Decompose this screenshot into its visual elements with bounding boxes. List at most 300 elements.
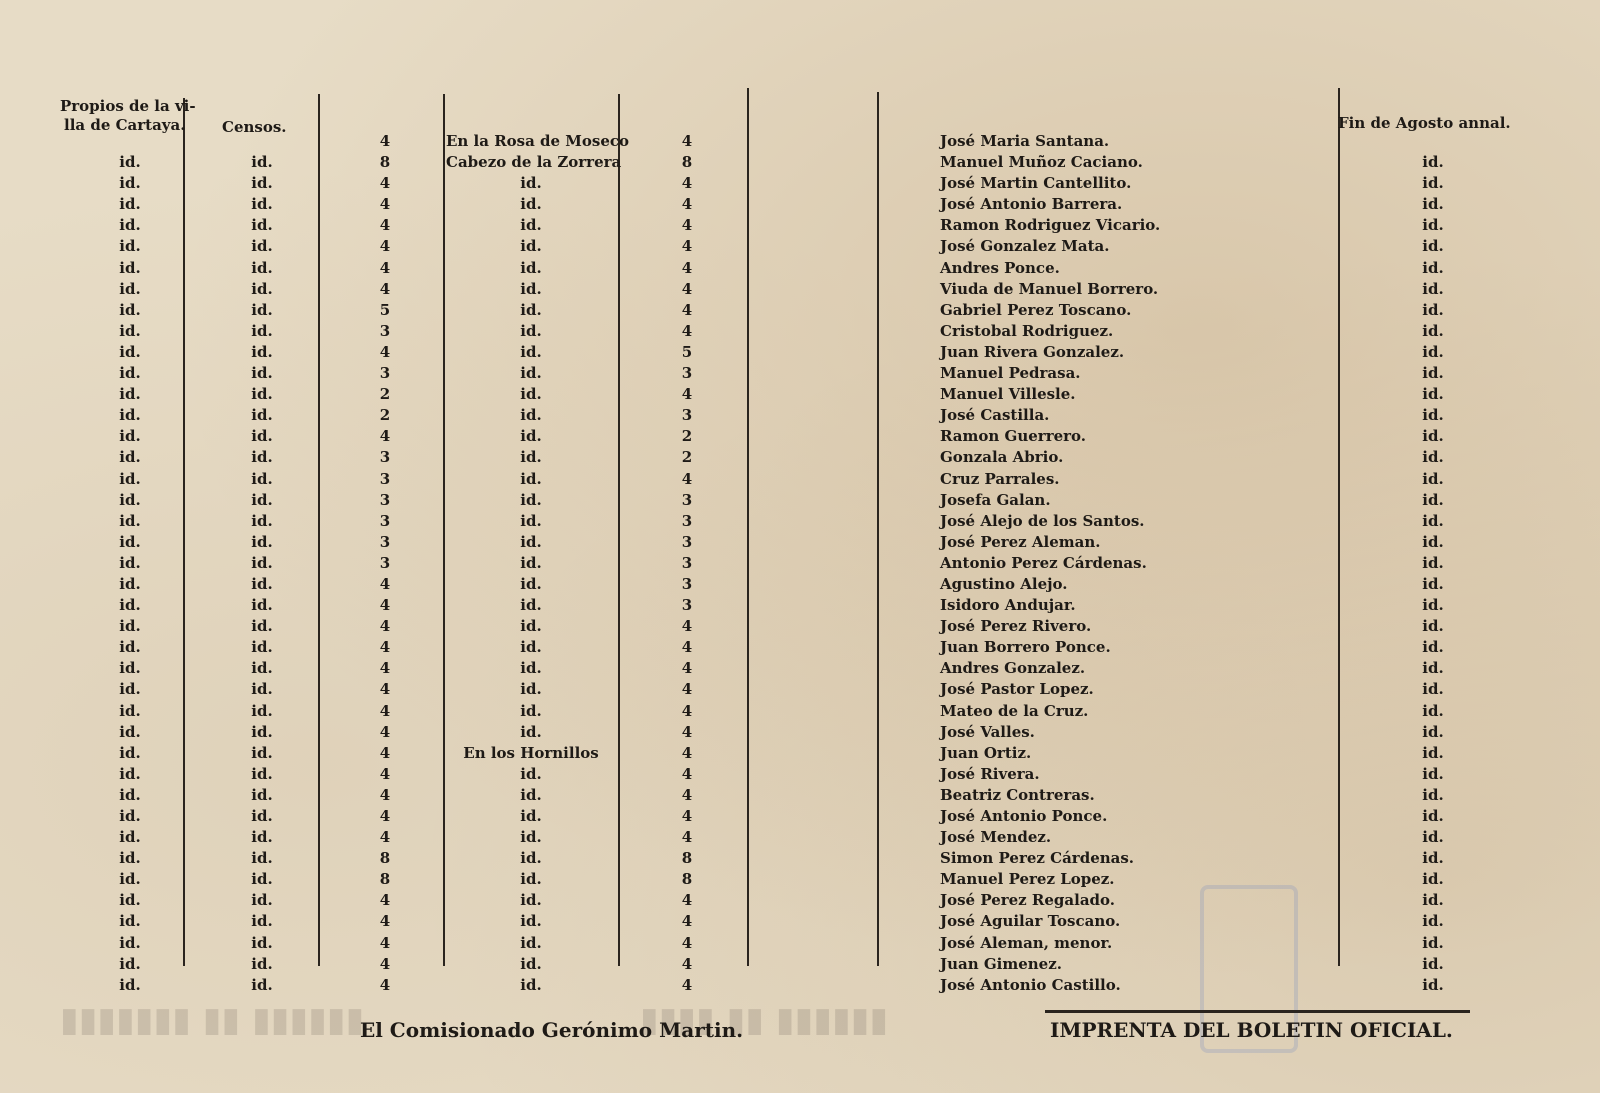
row-renta: 3 <box>681 532 693 551</box>
row-cantidad: 4 <box>379 638 391 657</box>
row-cantidad: 4 <box>379 132 391 150</box>
row-propios: id. <box>119 596 141 615</box>
row-renta: 4 <box>681 195 693 214</box>
row-cantidad: 4 <box>379 722 391 741</box>
row-censos: id. <box>251 659 273 678</box>
row-renta: 2 <box>681 448 693 467</box>
table-row <box>0 976 1600 997</box>
row-colono: José Rivera. <box>940 764 1040 783</box>
row-censos: id. <box>251 153 273 172</box>
row-propios: id. <box>119 490 141 509</box>
row-renta: 5 <box>681 342 693 361</box>
row-censos: id. <box>251 596 273 615</box>
row-censos: id. <box>251 807 273 825</box>
row-situacion: id. <box>520 933 542 952</box>
row-colono: José Valles. <box>940 722 1035 741</box>
table-row <box>0 512 1600 533</box>
row-censos: id. <box>251 574 273 593</box>
row-cantidad: 4 <box>379 828 391 847</box>
row-propios: id. <box>119 427 141 446</box>
row-censos: id. <box>251 174 273 193</box>
row-cantidad: 4 <box>379 743 391 762</box>
row-renta: 3 <box>681 596 693 615</box>
row-censos: id. <box>251 300 273 319</box>
row-situacion: id. <box>520 659 542 678</box>
row-cantidad: 2 <box>379 385 391 404</box>
row-censos: id. <box>251 448 273 467</box>
row-propios: id. <box>119 617 141 636</box>
row-cantidad: 3 <box>379 490 391 509</box>
row-vencimiento: id. <box>1422 975 1444 994</box>
row-colono: José Perez Aleman. <box>940 532 1101 551</box>
row-vencimiento: id. <box>1422 659 1444 678</box>
row-vencimiento: id. <box>1422 195 1444 214</box>
row-colono: José Mendez. <box>940 828 1052 847</box>
bleed-through-decoration: ▮▮▮▮ ▮▮ ▮▮▮▮▮▮ <box>640 1000 889 1040</box>
row-colono: Juan Rivera Gonzalez. <box>940 342 1125 361</box>
row-vencimiento: id. <box>1422 385 1444 404</box>
table-row <box>0 638 1600 659</box>
row-censos: id. <box>251 828 273 847</box>
row-vencimiento: id. <box>1422 406 1444 425</box>
row-situacion: id. <box>520 406 542 425</box>
table-row <box>0 132 1600 153</box>
row-situacion: id. <box>520 807 542 825</box>
row-cantidad: 4 <box>379 258 391 277</box>
row-vencimiento: id. <box>1422 828 1444 847</box>
row-censos: id. <box>251 342 273 361</box>
row-renta: 2 <box>681 427 693 446</box>
row-cantidad: 4 <box>379 596 391 615</box>
header-propios-line1: Propios de la vi- <box>60 97 196 115</box>
row-censos: id. <box>251 870 273 889</box>
row-situacion: id. <box>520 764 542 783</box>
row-vencimiento: id. <box>1422 258 1444 277</box>
row-propios: id. <box>119 933 141 952</box>
row-cantidad: 4 <box>379 342 391 361</box>
row-censos: id. <box>251 722 273 741</box>
row-situacion: id. <box>520 321 542 340</box>
footer-rule <box>1045 1010 1470 1013</box>
row-colono: Juan Gimenez. <box>940 954 1062 973</box>
row-censos: id. <box>251 954 273 973</box>
row-vencimiento: id. <box>1422 701 1444 720</box>
row-situacion: Cabezo de la Zorrera <box>446 153 622 172</box>
row-cantidad: 4 <box>379 195 391 214</box>
row-renta: 4 <box>681 174 693 193</box>
row-situacion: id. <box>520 427 542 446</box>
row-cantidad: 4 <box>379 933 391 952</box>
table-row <box>0 195 1600 216</box>
row-colono: Agustino Alejo. <box>940 574 1068 593</box>
table-row <box>0 807 1600 828</box>
row-colono: José Castilla. <box>940 406 1050 425</box>
row-vencimiento: id. <box>1422 153 1444 172</box>
row-censos: id. <box>251 849 273 868</box>
row-situacion: id. <box>520 701 542 720</box>
row-cantidad: 4 <box>379 237 391 256</box>
row-propios: id. <box>119 828 141 847</box>
row-censos: id. <box>251 216 273 235</box>
header-propios-line2: lla de Cartaya. <box>64 116 186 134</box>
header-propios <box>60 97 196 135</box>
row-vencimiento: id. <box>1422 722 1444 741</box>
header-fin: Fin de Agosto annal. <box>1338 114 1511 132</box>
row-propios: id. <box>119 807 141 825</box>
row-censos: id. <box>251 385 273 404</box>
row-cantidad: 4 <box>379 680 391 699</box>
row-propios: id. <box>119 153 141 172</box>
row-censos: id. <box>251 553 273 572</box>
row-propios: id. <box>119 912 141 931</box>
ledger-rows <box>0 132 1600 997</box>
row-censos: id. <box>251 195 273 214</box>
row-situacion: id. <box>520 912 542 931</box>
row-colono: Juan Borrero Ponce. <box>940 638 1111 657</box>
row-colono: Ramon Rodriguez Vicario. <box>940 216 1161 235</box>
table-row <box>0 448 1600 469</box>
row-propios: id. <box>119 300 141 319</box>
row-situacion: id. <box>520 638 542 657</box>
row-propios: id. <box>119 321 141 340</box>
row-colono: José Gonzalez Mata. <box>940 237 1110 256</box>
row-propios: id. <box>119 849 141 868</box>
row-situacion: id. <box>520 975 542 994</box>
row-colono: José Maria Santana. <box>940 132 1110 150</box>
row-renta: 8 <box>681 849 693 868</box>
table-row <box>0 786 1600 807</box>
row-renta: 4 <box>681 659 693 678</box>
row-situacion: id. <box>520 680 542 699</box>
row-colono: José Antonio Ponce. <box>940 807 1108 825</box>
row-vencimiento: id. <box>1422 300 1444 319</box>
row-cantidad: 3 <box>379 511 391 530</box>
table-row <box>0 427 1600 448</box>
table-row <box>0 659 1600 680</box>
row-cantidad: 2 <box>379 406 391 425</box>
row-cantidad: 3 <box>379 364 391 383</box>
row-renta: 4 <box>681 216 693 235</box>
row-vencimiento: id. <box>1422 364 1444 383</box>
row-renta: 4 <box>681 321 693 340</box>
row-renta: 4 <box>681 617 693 636</box>
row-censos: id. <box>251 427 273 446</box>
row-situacion: id. <box>520 237 542 256</box>
row-vencimiento: id. <box>1422 680 1444 699</box>
row-cantidad: 4 <box>379 574 391 593</box>
row-censos: id. <box>251 701 273 720</box>
row-situacion: id. <box>520 469 542 488</box>
row-censos: id. <box>251 321 273 340</box>
row-vencimiento: id. <box>1422 427 1444 446</box>
row-vencimiento: id. <box>1422 933 1444 952</box>
row-situacion: id. <box>520 385 542 404</box>
row-censos: id. <box>251 532 273 551</box>
row-renta: 3 <box>681 553 693 572</box>
row-renta: 4 <box>681 785 693 804</box>
row-cantidad: 5 <box>379 300 391 319</box>
row-cantidad: 8 <box>379 870 391 889</box>
table-row <box>0 912 1600 933</box>
row-vencimiento: id. <box>1422 237 1444 256</box>
table-row <box>0 596 1600 617</box>
row-renta: 4 <box>681 954 693 973</box>
row-cantidad: 4 <box>379 427 391 446</box>
row-censos: id. <box>251 638 273 657</box>
row-situacion: En los Hornillos <box>463 743 599 762</box>
row-censos: id. <box>251 511 273 530</box>
row-propios: id. <box>119 195 141 214</box>
row-situacion: id. <box>520 954 542 973</box>
table-row <box>0 343 1600 364</box>
row-renta: 4 <box>681 828 693 847</box>
table-row <box>0 723 1600 744</box>
row-colono: José Pastor Lopez. <box>940 680 1094 699</box>
table-row <box>0 470 1600 491</box>
row-renta: 4 <box>681 933 693 952</box>
row-renta: 4 <box>681 807 693 825</box>
row-situacion: id. <box>520 553 542 572</box>
table-row <box>0 849 1600 870</box>
row-propios: id. <box>119 237 141 256</box>
row-propios: id. <box>119 258 141 277</box>
row-vencimiento: id. <box>1422 279 1444 298</box>
row-colono: Simon Perez Cárdenas. <box>940 849 1135 868</box>
row-renta: 4 <box>681 385 693 404</box>
row-colono: José Aguilar Toscano. <box>940 912 1121 931</box>
row-cantidad: 4 <box>379 617 391 636</box>
row-renta: 4 <box>681 638 693 657</box>
row-situacion: id. <box>520 490 542 509</box>
row-cantidad: 4 <box>379 785 391 804</box>
row-censos: id. <box>251 406 273 425</box>
row-cantidad: 3 <box>379 532 391 551</box>
row-propios: id. <box>119 954 141 973</box>
table-row <box>0 702 1600 723</box>
row-vencimiento: id. <box>1422 511 1444 530</box>
table-row <box>0 870 1600 891</box>
row-propios: id. <box>119 279 141 298</box>
row-colono: Cristobal Rodriguez. <box>940 321 1114 340</box>
row-situacion: id. <box>520 870 542 889</box>
row-renta: 4 <box>681 237 693 256</box>
row-vencimiento: id. <box>1422 532 1444 551</box>
row-situacion: id. <box>520 785 542 804</box>
row-colono: José Antonio Barrera. <box>940 195 1123 214</box>
table-row <box>0 744 1600 765</box>
row-vencimiento: id. <box>1422 617 1444 636</box>
table-row <box>0 385 1600 406</box>
bleed-through-decoration: ▮▮▮▮▮▮▮ ▮▮ ▮▮▮▮▮▮ <box>60 1000 365 1040</box>
row-renta: 4 <box>681 258 693 277</box>
table-row <box>0 153 1600 174</box>
row-vencimiento: id. <box>1422 954 1444 973</box>
row-renta: 4 <box>681 722 693 741</box>
row-propios: id. <box>119 975 141 994</box>
row-propios: id. <box>119 364 141 383</box>
row-renta: 3 <box>681 364 693 383</box>
row-vencimiento: id. <box>1422 743 1444 762</box>
row-propios: id. <box>119 532 141 551</box>
row-colono: José Perez Rivero. <box>940 617 1092 636</box>
row-propios: id. <box>119 174 141 193</box>
row-censos: id. <box>251 469 273 488</box>
table-row <box>0 406 1600 427</box>
row-colono: Isidoro Andujar. <box>940 596 1076 615</box>
row-propios: id. <box>119 722 141 741</box>
row-renta: 4 <box>681 300 693 319</box>
row-vencimiento: id. <box>1422 469 1444 488</box>
table-row <box>0 934 1600 955</box>
table-row <box>0 301 1600 322</box>
row-vencimiento: id. <box>1422 912 1444 931</box>
row-colono: José Aleman, menor. <box>940 933 1113 952</box>
row-censos: id. <box>251 975 273 994</box>
row-vencimiento: id. <box>1422 891 1444 910</box>
row-situacion: id. <box>520 258 542 277</box>
row-censos: id. <box>251 680 273 699</box>
row-cantidad: 3 <box>379 448 391 467</box>
row-renta: 4 <box>681 469 693 488</box>
row-censos: id. <box>251 237 273 256</box>
row-propios: id. <box>119 448 141 467</box>
row-colono: Andres Gonzalez. <box>940 659 1086 678</box>
table-row <box>0 680 1600 701</box>
row-colono: Beatriz Contreras. <box>940 785 1095 804</box>
row-situacion: En la Rosa de Moseco <box>446 132 630 150</box>
row-cantidad: 3 <box>379 469 391 488</box>
row-vencimiento: id. <box>1422 448 1444 467</box>
table-row <box>0 174 1600 195</box>
row-propios: id. <box>119 469 141 488</box>
row-situacion: id. <box>520 216 542 235</box>
row-situacion: id. <box>520 511 542 530</box>
row-colono: José Perez Regalado. <box>940 891 1116 910</box>
row-censos: id. <box>251 617 273 636</box>
row-colono: Juan Ortiz. <box>940 743 1032 762</box>
row-vencimiento: id. <box>1422 342 1444 361</box>
table-row <box>0 322 1600 343</box>
row-propios: id. <box>119 701 141 720</box>
table-row <box>0 554 1600 575</box>
row-situacion: id. <box>520 342 542 361</box>
row-vencimiento: id. <box>1422 638 1444 657</box>
table-row <box>0 828 1600 849</box>
row-situacion: id. <box>520 596 542 615</box>
row-renta: 3 <box>681 511 693 530</box>
row-vencimiento: id. <box>1422 870 1444 889</box>
row-vencimiento: id. <box>1422 574 1444 593</box>
row-propios: id. <box>119 680 141 699</box>
row-situacion: id. <box>520 279 542 298</box>
row-propios: id. <box>119 342 141 361</box>
row-colono: Cruz Parrales. <box>940 469 1060 488</box>
row-renta: 4 <box>681 279 693 298</box>
row-renta: 4 <box>681 132 693 150</box>
row-censos: id. <box>251 933 273 952</box>
row-propios: id. <box>119 785 141 804</box>
row-cantidad: 4 <box>379 216 391 235</box>
table-row <box>0 491 1600 512</box>
row-propios: id. <box>119 216 141 235</box>
row-cantidad: 8 <box>379 849 391 868</box>
row-propios: id. <box>119 870 141 889</box>
row-situacion: id. <box>520 364 542 383</box>
table-row <box>0 259 1600 280</box>
row-situacion: id. <box>520 195 542 214</box>
row-propios: id. <box>119 553 141 572</box>
row-cantidad: 4 <box>379 659 391 678</box>
row-colono: Gonzala Abrio. <box>940 448 1064 467</box>
row-situacion: id. <box>520 300 542 319</box>
row-censos: id. <box>251 891 273 910</box>
table-row <box>0 955 1600 976</box>
row-renta: 4 <box>681 701 693 720</box>
row-vencimiento: id. <box>1422 849 1444 868</box>
row-censos: id. <box>251 364 273 383</box>
row-colono: Mateo de la Cruz. <box>940 701 1089 720</box>
row-cantidad: 8 <box>379 153 391 172</box>
row-vencimiento: id. <box>1422 216 1444 235</box>
row-situacion: id. <box>520 891 542 910</box>
row-colono: Viuda de Manuel Borrero. <box>940 279 1159 298</box>
row-propios: id. <box>119 406 141 425</box>
row-vencimiento: id. <box>1422 807 1444 825</box>
row-colono: Andres Ponce. <box>940 258 1060 277</box>
header-censos: Censos. <box>222 118 287 136</box>
row-censos: id. <box>251 258 273 277</box>
row-renta: 4 <box>681 891 693 910</box>
row-situacion: id. <box>520 722 542 741</box>
row-propios: id. <box>119 891 141 910</box>
row-colono: Ramon Guerrero. <box>940 427 1087 446</box>
row-cantidad: 3 <box>379 553 391 572</box>
table-row <box>0 765 1600 786</box>
row-propios: id. <box>119 743 141 762</box>
row-cantidad: 4 <box>379 279 391 298</box>
row-situacion: id. <box>520 174 542 193</box>
row-censos: id. <box>251 912 273 931</box>
row-colono: Manuel Muñoz Caciano. <box>940 153 1143 172</box>
row-propios: id. <box>119 659 141 678</box>
row-situacion: id. <box>520 448 542 467</box>
row-cantidad: 3 <box>379 321 391 340</box>
row-propios: id. <box>119 638 141 657</box>
table-row <box>0 280 1600 301</box>
row-cantidad: 4 <box>379 912 391 931</box>
table-row <box>0 216 1600 237</box>
table-row <box>0 617 1600 638</box>
row-cantidad: 4 <box>379 954 391 973</box>
row-colono: José Alejo de los Santos. <box>940 511 1145 530</box>
row-vencimiento: id. <box>1422 174 1444 193</box>
row-propios: id. <box>119 511 141 530</box>
row-vencimiento: id. <box>1422 490 1444 509</box>
row-situacion: id. <box>520 849 542 868</box>
row-censos: id. <box>251 279 273 298</box>
row-renta: 4 <box>681 912 693 931</box>
row-vencimiento: id. <box>1422 321 1444 340</box>
row-situacion: id. <box>520 532 542 551</box>
row-vencimiento: id. <box>1422 785 1444 804</box>
row-colono: Josefa Galan. <box>940 490 1051 509</box>
row-colono: José Antonio Castillo. <box>940 975 1121 994</box>
row-colono: Manuel Pedrasa. <box>940 364 1081 383</box>
row-censos: id. <box>251 743 273 762</box>
row-situacion: id. <box>520 617 542 636</box>
row-cantidad: 4 <box>379 975 391 994</box>
row-propios: id. <box>119 574 141 593</box>
